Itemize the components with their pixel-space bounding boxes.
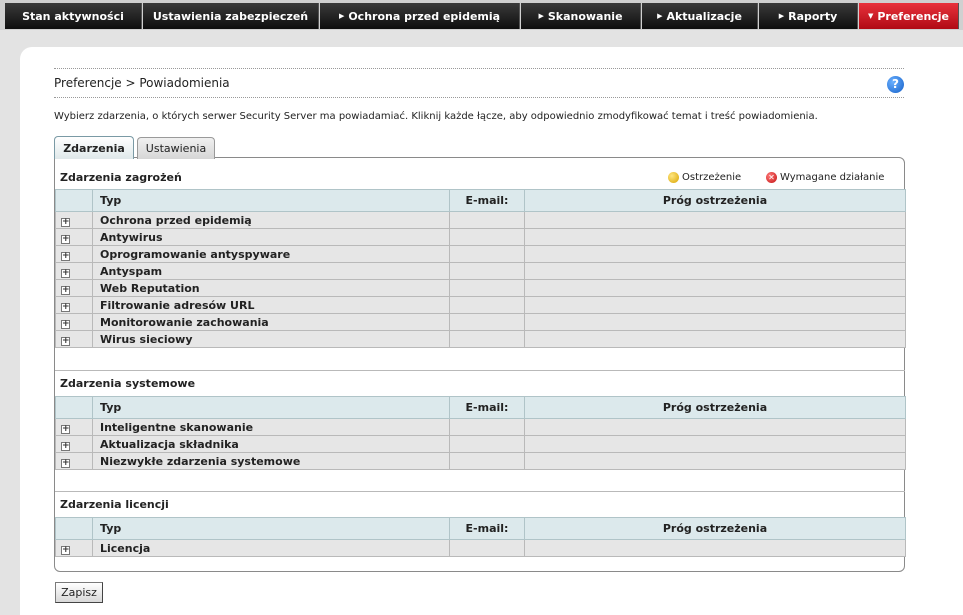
threat-events-table [55, 189, 906, 348]
section-title-threat-events: Zdarzenia zagrożeń [60, 171, 182, 184]
event-name-link[interactable]: Aktualizacja składnika [93, 436, 450, 453]
page-description: Wybierz zdarzenia, o których serwer Security Server ma powiadamiać. Kliknij każde łącze, aby odpowiednio zmodyfikować temat i treść powiadomienia. [54, 111, 818, 122]
triangle-right-icon: ▶ [338, 12, 345, 20]
section-divider [55, 491, 905, 492]
threshold-cell [525, 297, 906, 314]
table-row [56, 419, 906, 436]
section-title-system-events: Zdarzenia systemowe [60, 377, 196, 390]
table-header-expand [56, 190, 93, 212]
event-name-link[interactable]: Ochrona przed epidemią [93, 212, 450, 229]
table-header-type: Typ [93, 397, 450, 419]
legend-warning [668, 172, 741, 183]
plus-icon[interactable]: + [62, 440, 70, 451]
event-name-link[interactable]: Web Reputation [93, 280, 450, 297]
expand-cell [56, 314, 93, 331]
expand-cell [56, 263, 93, 280]
email-cell [450, 263, 525, 280]
warning-dot-icon [668, 172, 679, 183]
threshold-cell [525, 540, 906, 557]
email-cell [450, 297, 525, 314]
table-header-type: Typ [93, 518, 450, 540]
expand-cell [56, 453, 93, 470]
error-x-icon: ✕ [766, 172, 777, 183]
table-header-row [56, 518, 906, 540]
save-button[interactable]: Zapisz [55, 582, 103, 603]
threshold-cell [525, 212, 906, 229]
table-row [56, 229, 906, 246]
plus-icon[interactable]: + [62, 233, 70, 244]
system-events-table [55, 396, 906, 470]
plus-icon[interactable]: + [62, 301, 70, 312]
triangle-right-icon: ▶ [657, 12, 663, 20]
email-cell [450, 540, 525, 557]
legend-warning-label: Ostrzeżenie [682, 172, 742, 183]
event-name-link[interactable]: Niezwykłe zdarzenia systemowe [93, 453, 450, 470]
plus-icon[interactable]: + [62, 250, 70, 261]
nav-stan-aktywnosci[interactable] [5, 3, 142, 29]
expand-cell [56, 540, 93, 557]
nav-skanowanie[interactable] [521, 3, 641, 29]
table-header-type: Typ [93, 190, 450, 212]
table-header-expand [56, 518, 93, 540]
table-row [56, 331, 906, 348]
plus-icon[interactable]: + [62, 267, 70, 278]
threshold-cell [525, 314, 906, 331]
triangle-down-icon: ▼ [867, 12, 874, 20]
nav-label: Ustawienia zabezpieczeń [152, 9, 309, 23]
threshold-cell [525, 246, 906, 263]
table-row [56, 540, 906, 557]
expand-cell [56, 436, 93, 453]
table-row [56, 212, 906, 229]
table-row [56, 263, 906, 280]
expand-cell [56, 280, 93, 297]
nav-label: Skanowanie [547, 9, 623, 23]
threshold-cell [525, 436, 906, 453]
legend-action-label: Wymagane działanie [780, 172, 885, 183]
threshold-cell [525, 331, 906, 348]
table-row [56, 314, 906, 331]
section-title-license-events: Zdarzenia licencji [60, 498, 169, 511]
threshold-cell [525, 453, 906, 470]
table-header-row [56, 190, 906, 212]
nav-aktualizacje[interactable] [642, 3, 758, 29]
email-cell [450, 280, 525, 297]
plus-icon[interactable]: + [62, 284, 70, 295]
help-icon[interactable]: ? [887, 76, 904, 93]
section-divider [55, 370, 905, 371]
plus-icon[interactable]: + [62, 457, 70, 468]
triangle-right-icon: ▶ [778, 12, 785, 20]
divider [54, 97, 904, 98]
threshold-cell [525, 280, 906, 297]
event-name-link[interactable]: Wirus sieciowy [93, 331, 450, 348]
table-header-row [56, 397, 906, 419]
nav-label: Aktualizacje [666, 9, 742, 23]
table-row [56, 246, 906, 263]
nav-raporty[interactable] [759, 3, 858, 29]
table-row [56, 453, 906, 470]
nav-label: Ochrona przed epidemią [348, 9, 501, 23]
table-header-email: E-mail: [450, 190, 525, 212]
nav-ustawienia-zabezpieczen[interactable] [143, 3, 319, 29]
table-header-threshold: Próg ostrzeżenia [525, 190, 906, 212]
email-cell [450, 331, 525, 348]
expand-cell [56, 229, 93, 246]
nav-label: Raporty [788, 9, 838, 23]
page-title: Preferencje > Powiadomienia [54, 76, 230, 90]
plus-icon[interactable]: + [62, 216, 70, 227]
email-cell [450, 419, 525, 436]
threshold-cell [525, 229, 906, 246]
expand-cell [56, 331, 93, 348]
expand-cell [56, 246, 93, 263]
nav-label: Stan aktywności [22, 9, 124, 23]
event-name-link[interactable]: Monitorowanie zachowania [93, 314, 450, 331]
email-cell [450, 229, 525, 246]
event-name-link[interactable]: Licencja [93, 540, 450, 557]
table-row [56, 297, 906, 314]
table-header-threshold: Próg ostrzeżenia [525, 397, 906, 419]
nav-label: Preferencje [877, 9, 950, 23]
plus-icon[interactable]: + [62, 318, 70, 329]
plus-icon[interactable]: + [62, 335, 70, 346]
nav-preferencje[interactable] [859, 3, 959, 29]
table-header-email: E-mail: [450, 397, 525, 419]
table-row [56, 280, 906, 297]
event-name-link[interactable]: Antywirus [93, 229, 450, 246]
email-cell [450, 314, 525, 331]
table-header-email: E-mail: [450, 518, 525, 540]
nav-ochrona-przed-epidemia[interactable] [320, 3, 520, 29]
plus-icon[interactable]: + [62, 544, 70, 555]
top-navigation-bar [0, 0, 963, 30]
legend-action-required [766, 172, 884, 183]
triangle-right-icon: ▶ [538, 12, 544, 20]
event-name-link[interactable]: Inteligentne skanowanie [93, 419, 450, 436]
event-name-link[interactable]: Filtrowanie adresów URL [93, 297, 450, 314]
table-header-threshold: Próg ostrzeżenia [525, 518, 906, 540]
plus-icon[interactable]: + [62, 423, 70, 434]
threshold-cell [525, 263, 906, 280]
event-name-link[interactable]: Oprogramowanie antyspyware [93, 246, 450, 263]
expand-cell [56, 297, 93, 314]
email-cell [450, 436, 525, 453]
email-cell [450, 453, 525, 470]
threshold-cell [525, 419, 906, 436]
email-cell [450, 246, 525, 263]
expand-cell [56, 212, 93, 229]
table-row [56, 436, 906, 453]
tab-zdarzenia[interactable]: Zdarzenia [54, 136, 134, 159]
tab-ustawienia[interactable]: Ustawienia [137, 137, 215, 159]
event-name-link[interactable]: Antyspam [93, 263, 450, 280]
email-cell [450, 212, 525, 229]
expand-cell [56, 419, 93, 436]
divider [54, 68, 904, 69]
license-events-table [55, 517, 906, 557]
table-header-expand [56, 397, 93, 419]
